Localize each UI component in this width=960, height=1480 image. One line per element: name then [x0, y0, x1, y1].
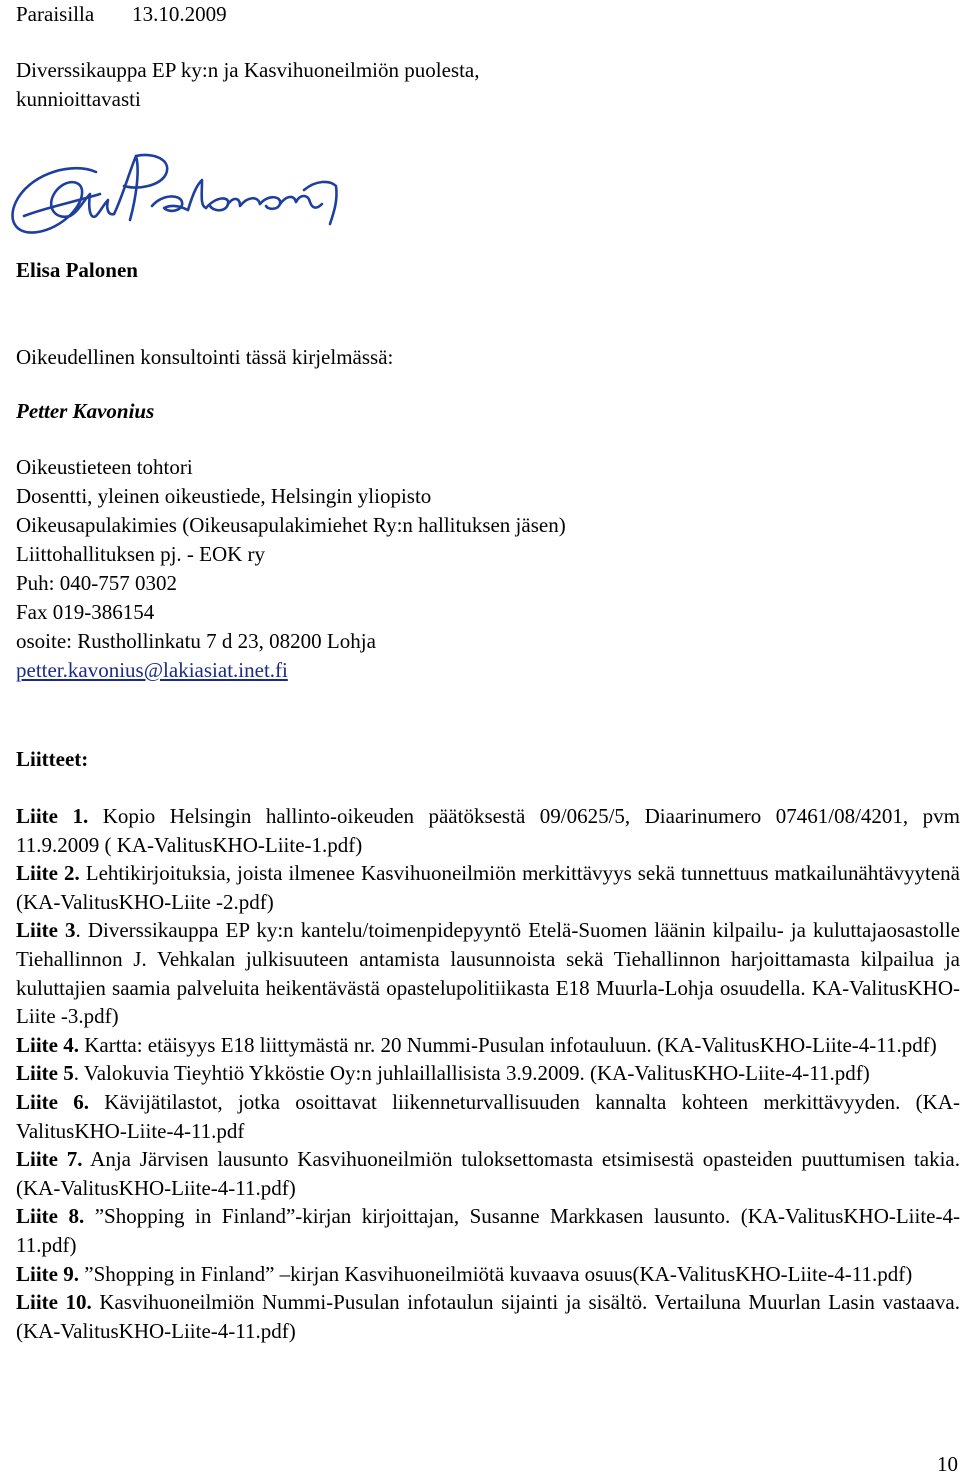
counsel-position: Dosentti, yleinen oikeustiede, Helsingin yliopisto: [16, 484, 432, 508]
attachment-label: Liite 9.: [16, 1261, 79, 1286]
attachment-text: . Valokuvia Tieyhtiö Ykköstie Oy:n juhlaillallisista 3.9.2009. (KA-ValitusKHO-Liite-4-11.pdf): [73, 1061, 870, 1086]
closing-line-1: Diverssikauppa EP ky:n ja Kasvihuoneilmiön puolesta,: [16, 58, 480, 82]
counsel-membership: Oikeusapulakimies (Oikeusapulakimiehet Ry:n hallituksen jäsen): [16, 513, 566, 537]
attachment-text: Lehtikirjoituksia, joista ilmenee Kasvihuoneilmiön merkittävyys sekä tunnettuus matkailunähtävyytenä (KA-ValitusKHO-Liite -2.pdf): [16, 861, 960, 914]
attachment-label: Liite 8.: [16, 1204, 85, 1229]
attachment-item: [16, 859, 960, 916]
attachment-label: Liite 1.: [16, 804, 89, 828]
place-date-line: [16, 0, 960, 29]
attachment-text: ”Shopping in Finland”-kirjan kirjoittajan, Susanne Markkasen lausunto. (KA-ValitusKHO-Liite-4-11.pdf): [16, 1204, 960, 1257]
date-text: 13.10.2009: [132, 2, 227, 26]
attachment-label: Liite 5: [16, 1061, 74, 1086]
document-page: [16, 0, 960, 114]
attachment-item: [16, 1031, 960, 1060]
place-text: Paraisilla: [16, 2, 95, 26]
attachments-list: [16, 802, 960, 1345]
attachment-item: [16, 1202, 960, 1259]
page-number: 10: [937, 1452, 958, 1476]
signature-icon: [4, 150, 344, 250]
attachment-text: . Diverssikauppa EP ky:n kantelu/toimenpidepyyntö Etelä-Suomen läänin kilpailu- ja kuluttajaosastolle Tiehallinnon J. Vehkalan julkisuuteen antamista lausunnoista sekä Tiehallinnon harjoittamasta kilpailua ja kuluttajien saamia palveluita heikentävästä opastelupolitiikasta E18 Muurla-Lohja osuudella. KA-ValitusKHO-Liite -3.pdf): [16, 918, 960, 1029]
counsel-intro: Oikeudellinen konsultointi tässä kirjelmässä:: [16, 345, 394, 369]
counsel-fax: Fax 019-386154: [16, 600, 155, 624]
attachment-text: Kartta: etäisyys E18 liittymästä nr. 20 Nummi-Pusulan infotauluun. (KA-ValitusKHO-Liite-4-11.pdf): [79, 1032, 937, 1057]
counsel-chair: Liittohallituksen pj. - EOK ry: [16, 542, 266, 566]
attachment-text: Kopio Helsingin hallinto-oikeuden päätöksestä 09/0625/5, Diaarinumero 07461/08/4201, pvm 11.9.2009 ( KA-ValitusKHO-Liite-1.pdf): [16, 804, 960, 857]
attachment-label: Liite 4.: [16, 1032, 79, 1057]
counsel-title: Oikeustieteen tohtori: [16, 455, 193, 479]
attachment-item: [16, 1088, 960, 1145]
handwritten-signature: [4, 150, 344, 250]
counsel-name: Petter Kavonius: [16, 399, 155, 423]
attachment-text: ”Shopping in Finland” –kirjan Kasvihuoneilmiötä kuvaava osuus(KA-ValitusKHO-Liite-4-11.pdf): [79, 1261, 913, 1286]
attachment-text: Kasvihuoneilmiön Nummi-Pusulan infotaulun sijainti ja sisältö. Vertailuna Muurlan Lasin vastaava. (KA-ValitusKHO-Liite-4-11.pdf): [16, 1290, 960, 1343]
closing-line-2: kunnioittavasti: [16, 87, 141, 111]
counsel-email-link[interactable]: petter.kavonius@lakiasiat.inet.fi: [16, 658, 288, 682]
attachment-item: [16, 1059, 960, 1088]
attachments-heading: Liitteet:: [16, 747, 89, 771]
attachment-label: Liite 10.: [16, 1290, 92, 1315]
attachment-item: [16, 1260, 960, 1289]
attachment-text: Kävijätilastot, jotka osoittavat liikenneturvallisuuden kannalta kohteen merkittävyyden. (KA-ValitusKHO-Liite-4-11.pdf: [16, 1089, 960, 1143]
attachment-item: [16, 802, 960, 859]
attachment-label: Liite 7.: [16, 1147, 83, 1172]
attachment-label: Liite 2.: [16, 861, 80, 886]
attachment-item: [16, 1288, 960, 1345]
attachment-label: Liite 6.: [16, 1089, 90, 1114]
attachment-text: Anja Järvisen lausunto Kasvihuoneilmiön tuloksettomasta etsimisestä opasteiden puuttumisen takia. (KA-ValitusKHO-Liite-4-11.pdf): [16, 1147, 960, 1200]
attachment-item: [16, 1145, 960, 1202]
attachment-item: [16, 916, 960, 1030]
attachment-label: Liite 3: [16, 918, 76, 943]
counsel-phone: Puh: 040-757 0302: [16, 571, 178, 595]
counsel-address: osoite: Rusthollinkatu 7 d 23, 08200 Lohja: [16, 629, 376, 653]
signatory-name: Elisa Palonen: [16, 258, 138, 282]
counsel-block: [16, 343, 566, 685]
